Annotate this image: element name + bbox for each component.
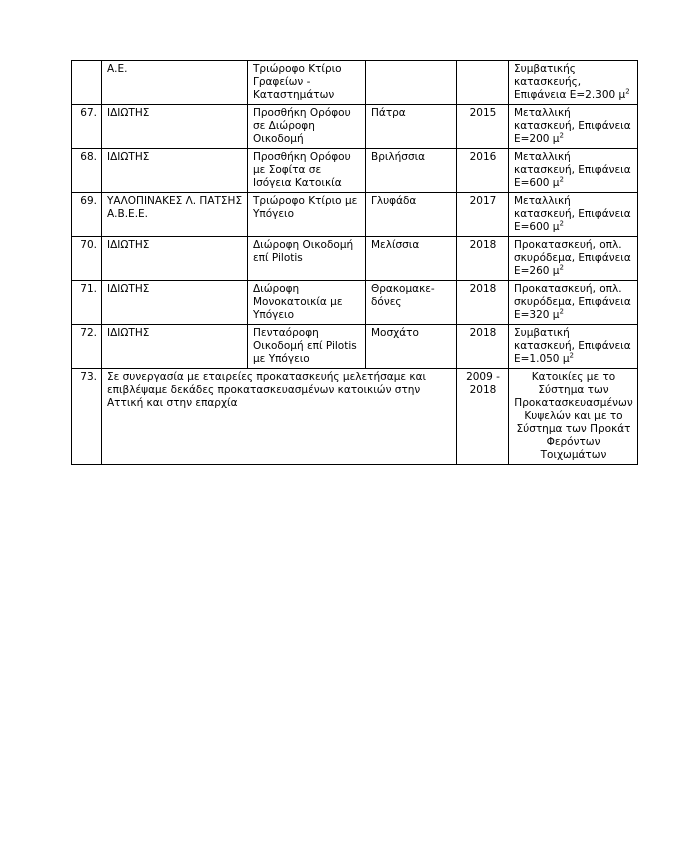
description-text: Μεταλλική κατασκευή, Επιφάνεια Ε=200 μ (514, 107, 631, 145)
table-row (72, 325, 638, 369)
description-cell (509, 281, 638, 325)
description-superscript: 2 (569, 351, 574, 360)
project-cell: Πενταόροφη Οικοδομή επί Pilotis με Υπόγειο (248, 325, 366, 369)
description-cell: Κατοικίες με το Σύστημα των Προκατασκευασμένων Κυψελών και με το Σύστημα των Προκάτ Φερόντων Τοιχωμάτων (509, 369, 638, 465)
client-cell: ΙΔΙΩΤΗΣ (102, 149, 248, 193)
projects-table (71, 60, 638, 465)
year-cell: 2016 (457, 149, 509, 193)
row-number: 72. (72, 325, 102, 369)
table-row (72, 237, 638, 281)
year-cell (457, 61, 509, 105)
row-number: 71. (72, 281, 102, 325)
year-cell: 2015 (457, 105, 509, 149)
year-range-cell: 2009 - 2018 (457, 369, 509, 465)
year-cell: 2018 (457, 325, 509, 369)
project-cell: Διώροφη Οικοδομή επί Pilotis (248, 237, 366, 281)
table-row (72, 149, 638, 193)
table-row (72, 369, 638, 465)
table-row (72, 61, 638, 105)
row-number (72, 61, 102, 105)
description-cell (509, 61, 638, 105)
year-cell: 2017 (457, 193, 509, 237)
year-cell: 2018 (457, 281, 509, 325)
location-cell: Πάτρα (366, 105, 457, 149)
description-superscript: 2 (559, 307, 564, 316)
location-cell: Γλυφάδα (366, 193, 457, 237)
location-cell: Μοσχάτο (366, 325, 457, 369)
client-cell: Α.Ε. (102, 61, 248, 105)
location-cell (366, 61, 457, 105)
description-text: Προκατασκευή, οπλ. σκυρόδεμα, Επιφάνεια Ε=320 μ (514, 283, 631, 321)
location-cell: Βριλήσσια (366, 149, 457, 193)
description-cell (509, 105, 638, 149)
client-cell: ΙΔΙΩΤΗΣ (102, 281, 248, 325)
year-cell: 2018 (457, 237, 509, 281)
description-text: Μεταλλική κατασκευή, Επιφάνεια Ε=600 μ (514, 151, 631, 189)
table-row (72, 281, 638, 325)
client-cell: ΥΑΛΟΠΙΝΑΚΕΣ Λ. ΠΑΤΣΗΣ Α.Β.Ε.Ε. (102, 193, 248, 237)
client-cell: ΙΔΙΩΤΗΣ (102, 325, 248, 369)
description-text: Προκατασκευή, οπλ. σκυρόδεμα, Επιφάνεια Ε=260 μ (514, 239, 631, 277)
description-superscript: 2 (625, 87, 630, 96)
description-cell (509, 325, 638, 369)
summary-text-cell: Σε συνεργασία με εταιρείες προκατασκευής μελετήσαμε και επιβλέψαμε δεκάδες προκατασκευασμένων κατοικιών στην Αττική και στην επαρχία (102, 369, 457, 465)
location-cell: Μελίσσια (366, 237, 457, 281)
row-number: 69. (72, 193, 102, 237)
project-cell: Τριώροφο Κτίριο με Υπόγειο (248, 193, 366, 237)
description-superscript: 2 (559, 263, 564, 272)
description-cell (509, 237, 638, 281)
table-row (72, 193, 638, 237)
table-row (72, 105, 638, 149)
description-text: Συμβατικής κατασκευής, Επιφάνεια Ε=2.300 μ (514, 63, 626, 101)
row-number: 73. (72, 369, 102, 465)
project-cell: Διώροφη Μονοκατοικία με Υπόγειο (248, 281, 366, 325)
row-number: 68. (72, 149, 102, 193)
location-cell: Θρακομακε-δόνες (366, 281, 457, 325)
description-superscript: 2 (559, 175, 564, 184)
client-cell: ΙΔΙΩΤΗΣ (102, 105, 248, 149)
description-superscript: 2 (559, 131, 564, 140)
projects-table-body (72, 61, 638, 465)
description-cell (509, 149, 638, 193)
client-cell: ΙΔΙΩΤΗΣ (102, 237, 248, 281)
description-text: Συμβατική κατασκευή, Επιφάνεια Ε=1.050 μ (514, 327, 631, 365)
project-cell: Προσθήκη Ορόφου με Σοφίτα σε Ισόγεια Κατοικία (248, 149, 366, 193)
row-number: 70. (72, 237, 102, 281)
project-cell: Προσθήκη Ορόφου σε Διώροφη Οικοδομή (248, 105, 366, 149)
description-text: Μεταλλική κατασκευή, Επιφάνεια Ε=600 μ (514, 195, 631, 233)
row-number: 67. (72, 105, 102, 149)
description-superscript: 2 (559, 219, 564, 228)
description-cell (509, 193, 638, 237)
project-cell: Τριώροφο Κτίριο Γραφείων - Καταστημάτων (248, 61, 366, 105)
